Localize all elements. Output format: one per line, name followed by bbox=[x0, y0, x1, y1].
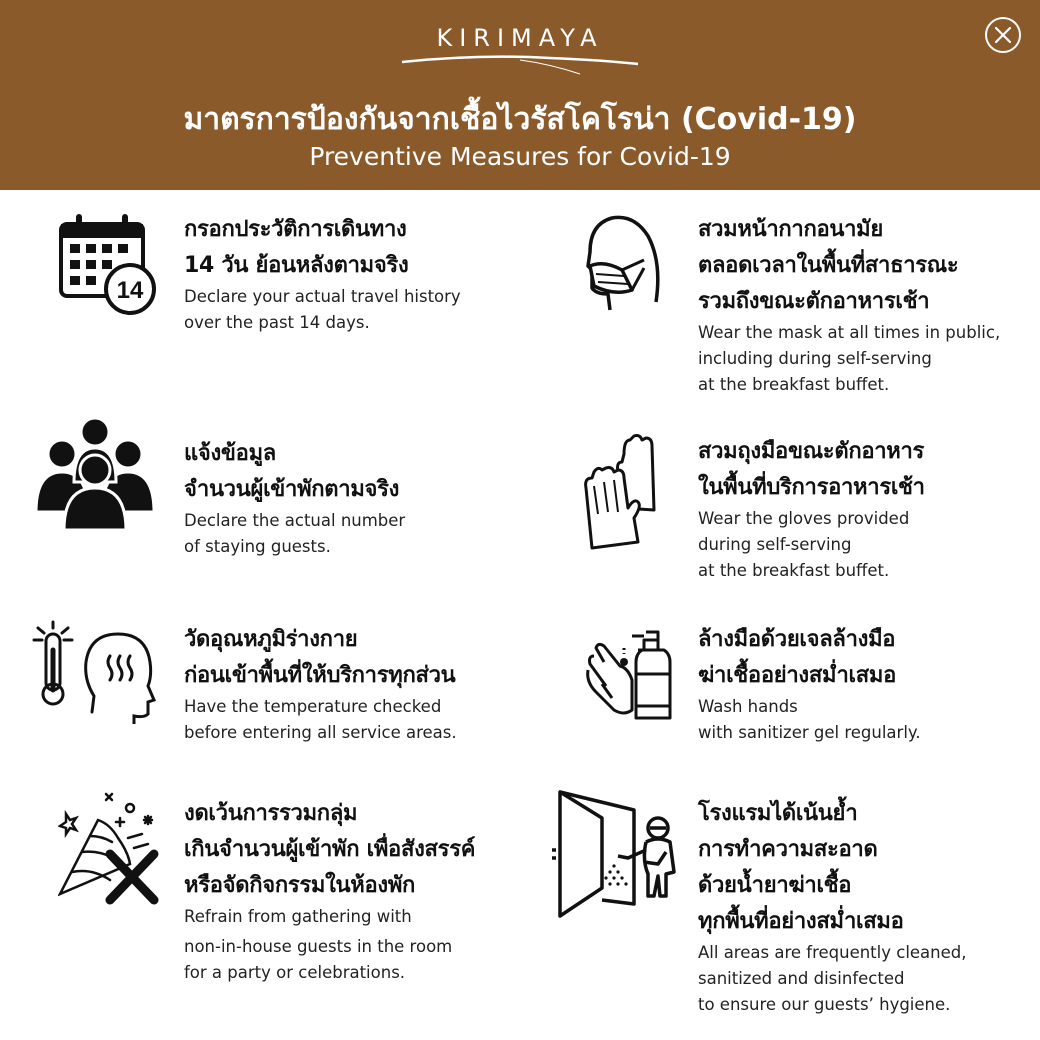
people-group-icon bbox=[34, 416, 156, 532]
measure-desc-line: at the breakfast buffet. bbox=[698, 375, 890, 394]
page-title-thai: มาตรการป้องกันจากเชื้อไวรัสโคโรน่า (Covid-19) bbox=[183, 102, 857, 137]
logo-text: KIRIMAYA bbox=[436, 24, 604, 52]
close-button[interactable] bbox=[985, 17, 1021, 53]
measure-title-line: จำนวนผู้เข้าพักตามจริง bbox=[184, 477, 400, 502]
measure-title-line: ตลอดเวลาในพื้นที่สาธารณะ bbox=[698, 253, 959, 278]
measure-desc-line: of staying guests. bbox=[184, 537, 331, 556]
measure-title-line: สวมถุงมือขณะตักอาหาร bbox=[698, 439, 925, 464]
measure-title-line: หรือจัดกิจกรรมในห้องพัก bbox=[184, 873, 416, 898]
measure-title-line: ด้วยน้ำยาฆ่าเชื้อ bbox=[698, 873, 852, 898]
measure-title-line: กรอกประวัติการเดินทาง bbox=[184, 217, 407, 242]
measure-title-line: ทุกพื้นที่อย่างสม่ำเสมอ bbox=[698, 909, 904, 934]
logo-mountain-icon bbox=[400, 20, 640, 76]
measure-desc-line: including during self-serving bbox=[698, 349, 932, 368]
measure-title-line: การทำความสะอาด bbox=[698, 837, 878, 862]
measure-desc-line: Declare your actual travel history bbox=[184, 287, 461, 306]
measure-desc-line: during self-serving bbox=[698, 535, 852, 554]
measure-desc-line: Declare the actual number bbox=[184, 511, 406, 530]
measure-title-line: เกินจำนวนผู้เข้าพัก เพื่อสังสรรค์ bbox=[184, 837, 476, 862]
measure-title-line: สวมหน้ากากอนามัย bbox=[698, 217, 883, 242]
page-title-english: Preventive Measures for Covid-19 bbox=[309, 142, 731, 171]
close-icon bbox=[993, 25, 1013, 45]
measure-desc-line: Have the temperature checked bbox=[184, 697, 442, 716]
measure-title-line: ก่อนเข้าพื้นที่ให้บริการทุกส่วน bbox=[184, 663, 456, 688]
kirimaya-logo bbox=[400, 20, 640, 76]
measure-desc-line: to ensure our guests’ hygiene. bbox=[698, 995, 951, 1014]
calendar-icon bbox=[58, 212, 158, 316]
gloves-icon bbox=[584, 432, 660, 552]
measure-desc-line: sanitized and disinfected bbox=[698, 969, 905, 988]
measure-title-line: ในพื้นที่บริการอาหารเช้า bbox=[698, 475, 925, 500]
measure-desc-line: for a party or celebrations. bbox=[184, 963, 406, 982]
calendar-badge-number: 14 bbox=[116, 277, 144, 304]
measure-title-line: ฆ่าเชื้ออย่างสม่ำเสมอ bbox=[698, 663, 896, 688]
measure-desc-line: non-in-house guests in the room bbox=[184, 937, 453, 956]
measure-desc-line: at the breakfast buffet. bbox=[698, 561, 890, 580]
measure-desc-line: Wear the mask at all times in public, bbox=[698, 323, 1001, 342]
measure-desc-line: All areas are frequently cleaned, bbox=[698, 943, 967, 962]
measure-title-line: โรงแรมได้เน้นย้ำ bbox=[698, 801, 858, 826]
measure-title-line: รวมถึงขณะตักอาหารเช้า bbox=[698, 289, 930, 314]
measure-title-line: 14 วัน ย้อนหลังตามจริง bbox=[184, 253, 409, 278]
measure-title-line: งดเว้นการรวมกลุ่ม bbox=[184, 801, 358, 826]
measure-desc-line: Wear the gloves provided bbox=[698, 509, 910, 528]
measure-desc-line: over the past 14 days. bbox=[184, 313, 370, 332]
measure-desc-line: with sanitizer gel regularly. bbox=[698, 723, 921, 742]
measure-desc-line: Wash hands bbox=[698, 697, 798, 716]
measure-title-line: วัดอุณหภูมิร่างกาย bbox=[184, 627, 358, 652]
measure-desc-line: Refrain from gathering with bbox=[184, 907, 412, 926]
sanitizer-hands-icon bbox=[584, 626, 676, 722]
header bbox=[0, 0, 1040, 190]
thermometer-head-icon bbox=[30, 620, 158, 724]
measure-title-line: แจ้งข้อมูล bbox=[184, 441, 276, 466]
disinfection-worker-icon bbox=[548, 788, 682, 920]
no-party-icon bbox=[58, 790, 162, 908]
measure-title-line: ล้างมือด้วยเจลล้างมือ bbox=[698, 627, 896, 652]
measure-desc-line: before entering all service areas. bbox=[184, 723, 457, 742]
face-mask-icon bbox=[582, 212, 664, 316]
